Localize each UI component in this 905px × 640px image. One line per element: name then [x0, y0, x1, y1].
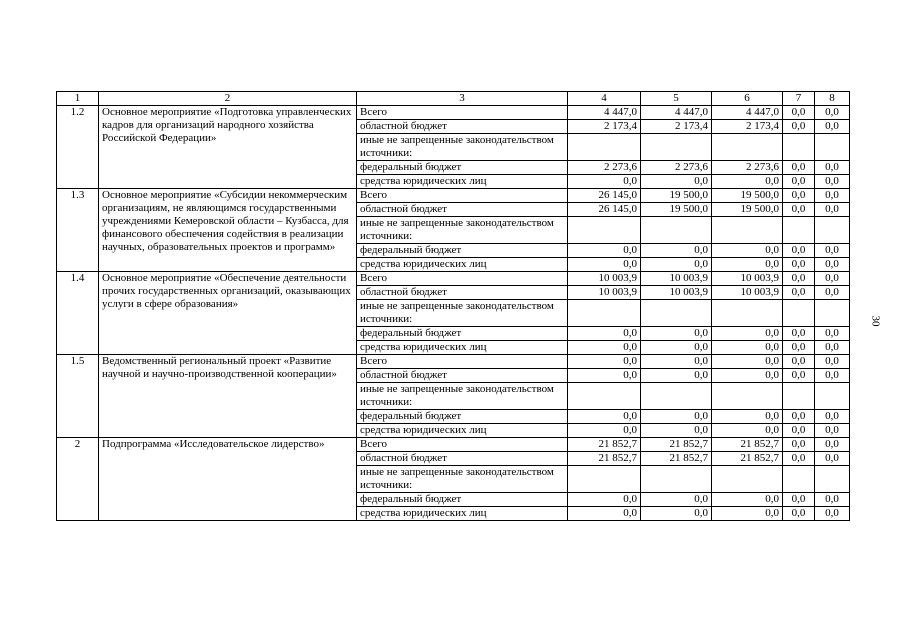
header-cell: 3	[357, 92, 568, 106]
value-cell: 0,0	[783, 120, 815, 134]
value-cell: 2 173,4	[568, 120, 641, 134]
value-cell: 10 003,9	[568, 272, 641, 286]
source-label: средства юридических лиц	[357, 175, 568, 189]
value-cell	[815, 300, 850, 327]
value-cell: 19 500,0	[712, 189, 783, 203]
source-label: федеральный бюджет	[357, 410, 568, 424]
header-cell: 2	[99, 92, 357, 106]
value-cell: 0,0	[815, 507, 850, 521]
value-cell: 0,0	[783, 341, 815, 355]
header-cell: 5	[641, 92, 712, 106]
value-cell: 0,0	[712, 175, 783, 189]
value-cell: 0,0	[712, 244, 783, 258]
value-cell: 0,0	[568, 355, 641, 369]
value-cell: 0,0	[568, 258, 641, 272]
value-cell	[783, 466, 815, 493]
value-cell	[783, 134, 815, 161]
source-label: областной бюджет	[357, 369, 568, 383]
value-cell: 0,0	[641, 369, 712, 383]
value-cell: 0,0	[568, 424, 641, 438]
value-cell: 0,0	[641, 327, 712, 341]
source-label: иные не запрещенные законодательством источники:	[357, 300, 568, 327]
source-label: иные не запрещенные законодательством источники:	[357, 466, 568, 493]
header-cell: 1	[57, 92, 99, 106]
item-name: Основное мероприятие «Подготовка управленческих кадров для организаций народного хозяйства Российской Федерации»	[99, 106, 357, 189]
value-cell: 0,0	[641, 258, 712, 272]
value-cell: 21 852,7	[568, 452, 641, 466]
value-cell: 0,0	[568, 175, 641, 189]
value-cell	[641, 134, 712, 161]
value-cell: 0,0	[712, 369, 783, 383]
value-cell: 0,0	[815, 258, 850, 272]
value-cell: 0,0	[568, 507, 641, 521]
value-cell	[815, 466, 850, 493]
item-name: Основное мероприятие «Субсидии некоммерческим организациям, не являющимся государственными учреждениями Кемеровской области – Кузбасса, для финансового обеспечения содействия в реализации научных, образовательных проектов и программ»	[99, 189, 357, 272]
source-label: федеральный бюджет	[357, 493, 568, 507]
value-cell: 0,0	[815, 438, 850, 452]
value-cell	[815, 217, 850, 244]
item-number: 1.4	[57, 272, 99, 355]
source-label: Всего	[357, 189, 568, 203]
value-cell: 0,0	[712, 355, 783, 369]
source-label: средства юридических лиц	[357, 258, 568, 272]
value-cell: 0,0	[568, 410, 641, 424]
value-cell: 0,0	[815, 203, 850, 217]
value-cell: 0,0	[568, 369, 641, 383]
value-cell: 26 145,0	[568, 189, 641, 203]
header-cell: 7	[783, 92, 815, 106]
value-cell: 19 500,0	[641, 203, 712, 217]
value-cell	[568, 134, 641, 161]
value-cell: 0,0	[783, 106, 815, 120]
value-cell: 26 145,0	[568, 203, 641, 217]
value-cell: 0,0	[783, 258, 815, 272]
value-cell: 10 003,9	[641, 286, 712, 300]
value-cell: 0,0	[712, 341, 783, 355]
value-cell: 0,0	[815, 244, 850, 258]
source-label: федеральный бюджет	[357, 161, 568, 175]
source-label: средства юридических лиц	[357, 341, 568, 355]
value-cell	[641, 217, 712, 244]
value-cell: 0,0	[815, 175, 850, 189]
value-cell: 0,0	[815, 106, 850, 120]
source-label: иные не запрещенные законодательством источники:	[357, 217, 568, 244]
value-cell: 21 852,7	[568, 438, 641, 452]
header-cell: 4	[568, 92, 641, 106]
item-name: Основное мероприятие «Обеспечение деятельности прочих государственных организаций, оказывающих услуги в сфере образования»	[99, 272, 357, 355]
value-cell: 10 003,9	[641, 272, 712, 286]
value-cell	[568, 217, 641, 244]
source-label: федеральный бюджет	[357, 327, 568, 341]
value-cell	[783, 217, 815, 244]
value-cell: 0,0	[783, 286, 815, 300]
item-number: 1.5	[57, 355, 99, 438]
value-cell	[641, 466, 712, 493]
value-cell: 19 500,0	[641, 189, 712, 203]
value-cell: 21 852,7	[712, 452, 783, 466]
value-cell: 0,0	[815, 161, 850, 175]
value-cell: 0,0	[712, 493, 783, 507]
value-cell: 0,0	[712, 258, 783, 272]
value-cell	[568, 300, 641, 327]
value-cell: 2 273,6	[712, 161, 783, 175]
value-cell: 4 447,0	[568, 106, 641, 120]
value-cell: 19 500,0	[712, 203, 783, 217]
value-cell: 0,0	[783, 189, 815, 203]
header-row	[57, 92, 850, 106]
value-cell	[815, 383, 850, 410]
value-cell	[712, 134, 783, 161]
value-cell: 10 003,9	[712, 286, 783, 300]
value-cell: 0,0	[641, 355, 712, 369]
value-cell	[815, 134, 850, 161]
value-cell: 2 273,6	[641, 161, 712, 175]
header-cell: 8	[815, 92, 850, 106]
value-cell: 0,0	[815, 120, 850, 134]
value-cell: 0,0	[783, 493, 815, 507]
value-cell: 0,0	[815, 272, 850, 286]
source-label: Всего	[357, 272, 568, 286]
value-cell: 0,0	[783, 327, 815, 341]
value-cell: 0,0	[783, 438, 815, 452]
value-cell: 0,0	[783, 507, 815, 521]
value-cell: 0,0	[568, 493, 641, 507]
value-cell: 0,0	[815, 452, 850, 466]
budget-table	[56, 91, 850, 521]
value-cell: 2 173,4	[712, 120, 783, 134]
value-cell: 0,0	[783, 244, 815, 258]
table-row	[57, 106, 850, 120]
value-cell	[712, 217, 783, 244]
value-cell: 0,0	[641, 410, 712, 424]
source-label: федеральный бюджет	[357, 244, 568, 258]
item-number: 2	[57, 438, 99, 521]
value-cell: 0,0	[641, 175, 712, 189]
source-label: средства юридических лиц	[357, 507, 568, 521]
value-cell: 0,0	[783, 424, 815, 438]
value-cell: 0,0	[783, 203, 815, 217]
source-label: Всего	[357, 438, 568, 452]
value-cell: 0,0	[815, 493, 850, 507]
value-cell: 0,0	[783, 452, 815, 466]
value-cell: 0,0	[641, 341, 712, 355]
value-cell: 0,0	[783, 355, 815, 369]
source-label: областной бюджет	[357, 286, 568, 300]
value-cell: 21 852,7	[641, 438, 712, 452]
value-cell: 0,0	[815, 355, 850, 369]
value-cell: 10 003,9	[712, 272, 783, 286]
value-cell: 0,0	[712, 424, 783, 438]
value-cell: 21 852,7	[712, 438, 783, 452]
source-label: Всего	[357, 355, 568, 369]
value-cell	[641, 383, 712, 410]
source-label: средства юридических лиц	[357, 424, 568, 438]
table-row	[57, 189, 850, 203]
value-cell: 2 173,4	[641, 120, 712, 134]
header-cell: 6	[712, 92, 783, 106]
value-cell: 0,0	[641, 507, 712, 521]
source-label: областной бюджет	[357, 452, 568, 466]
value-cell: 0,0	[783, 161, 815, 175]
value-cell: 0,0	[568, 244, 641, 258]
value-cell	[568, 383, 641, 410]
value-cell: 2 273,6	[568, 161, 641, 175]
table-row	[57, 355, 850, 369]
item-number: 1.3	[57, 189, 99, 272]
value-cell: 0,0	[641, 424, 712, 438]
value-cell	[783, 383, 815, 410]
value-cell: 0,0	[783, 175, 815, 189]
value-cell: 0,0	[712, 507, 783, 521]
value-cell: 0,0	[641, 493, 712, 507]
source-label: иные не запрещенные законодательством источники:	[357, 383, 568, 410]
value-cell	[712, 383, 783, 410]
value-cell	[641, 300, 712, 327]
value-cell: 0,0	[815, 369, 850, 383]
value-cell: 21 852,7	[641, 452, 712, 466]
value-cell: 0,0	[568, 341, 641, 355]
value-cell: 0,0	[783, 410, 815, 424]
item-number: 1.2	[57, 106, 99, 189]
value-cell: 0,0	[568, 327, 641, 341]
value-cell: 0,0	[815, 327, 850, 341]
source-label: иные не запрещенные законодательством источники:	[357, 134, 568, 161]
value-cell: 0,0	[815, 189, 850, 203]
value-cell: 4 447,0	[712, 106, 783, 120]
value-cell	[568, 466, 641, 493]
value-cell: 0,0	[712, 410, 783, 424]
value-cell	[712, 300, 783, 327]
value-cell: 10 003,9	[568, 286, 641, 300]
item-name: Подпрограмма «Исследовательское лидерство»	[99, 438, 357, 521]
value-cell: 4 447,0	[641, 106, 712, 120]
value-cell: 0,0	[712, 327, 783, 341]
value-cell: 0,0	[815, 341, 850, 355]
value-cell: 0,0	[815, 286, 850, 300]
source-label: Всего	[357, 106, 568, 120]
value-cell: 0,0	[783, 272, 815, 286]
item-name: Ведомственный региональный проект «Развитие научной и научно-производственной кооперации»	[99, 355, 357, 438]
table-row	[57, 438, 850, 452]
table-row	[57, 272, 850, 286]
value-cell	[712, 466, 783, 493]
value-cell: 0,0	[815, 424, 850, 438]
source-label: областной бюджет	[357, 203, 568, 217]
page-number: 30	[869, 315, 882, 327]
value-cell: 0,0	[815, 410, 850, 424]
value-cell: 0,0	[783, 369, 815, 383]
source-label: областной бюджет	[357, 120, 568, 134]
value-cell: 0,0	[641, 244, 712, 258]
value-cell	[783, 300, 815, 327]
